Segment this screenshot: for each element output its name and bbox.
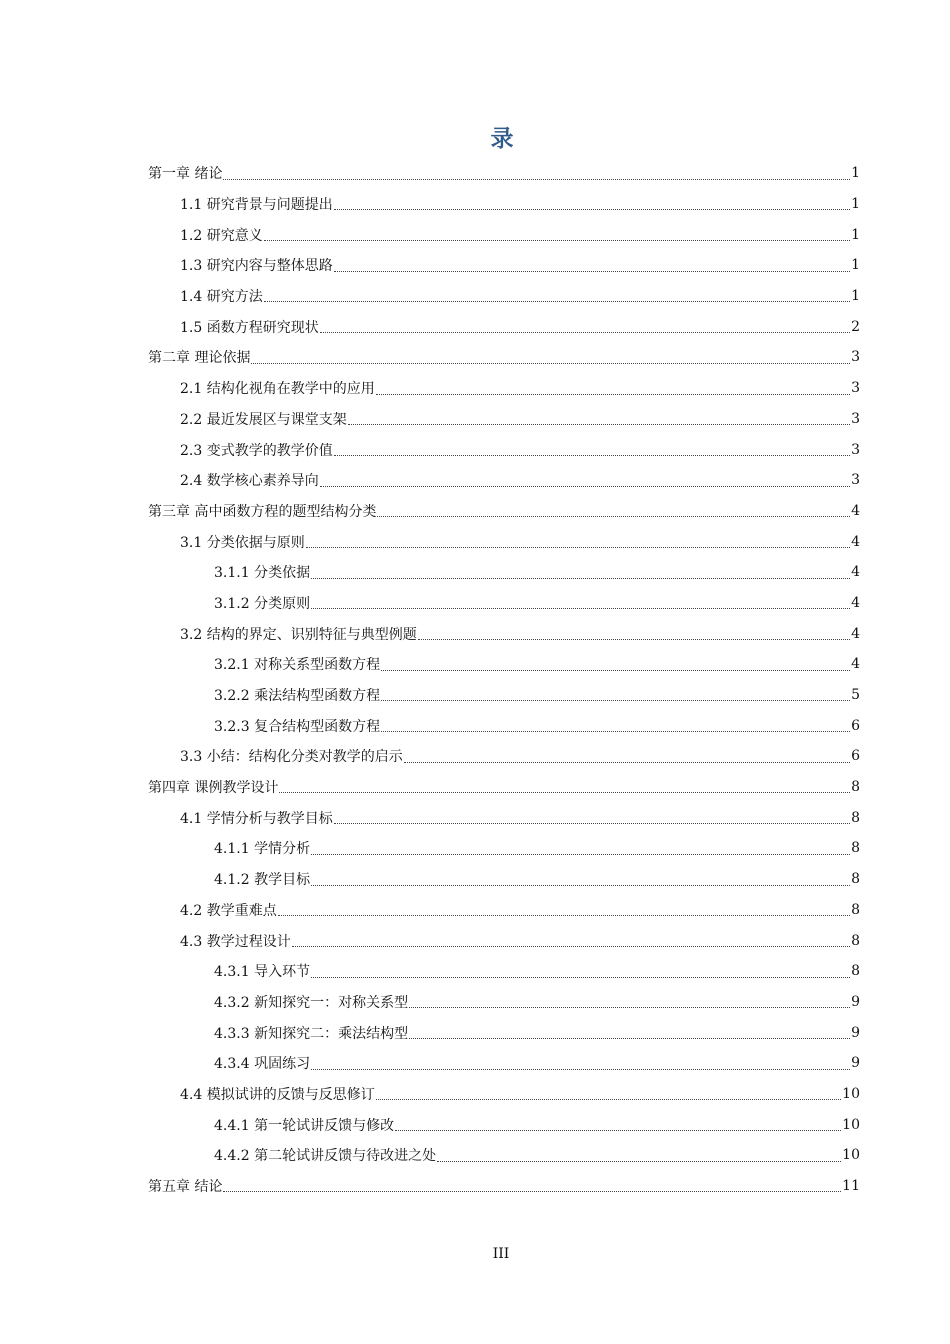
toc-entry-title: 第二章 理论依据: [148, 350, 251, 367]
toc-subsection-entry[interactable]: [148, 987, 860, 1018]
toc-entry-page-number: 1: [851, 226, 860, 243]
toc-entry-page-number: 6: [851, 717, 860, 734]
toc-entry-page-number: 8: [851, 779, 860, 796]
toc-entry-title: 4.1.1 学情分析: [214, 841, 311, 858]
toc-entry-title: 1.1 研究背景与问题提出: [180, 197, 333, 214]
toc-entry-title: 3.2.1 对称关系型函数方程: [214, 657, 381, 674]
toc-subsection-entry[interactable]: [148, 864, 860, 895]
toc-entry-page-number: 3: [851, 441, 860, 458]
toc-entry-title: 2.3 变式教学的教学价值: [180, 442, 333, 459]
toc-subsection-entry[interactable]: [148, 680, 860, 711]
toc-subsection-entry[interactable]: [148, 956, 860, 987]
dot-leader: [311, 976, 850, 978]
toc-section-entry[interactable]: [148, 526, 860, 557]
toc-entry-page-number: 9: [851, 1055, 860, 1072]
dot-leader: [409, 1006, 850, 1008]
toc-subsection-entry[interactable]: [148, 649, 860, 680]
toc-entry-title: 4.3.4 巩固练习: [214, 1056, 311, 1073]
dot-leader: [264, 239, 850, 241]
toc-entry-title: 4.2 教学重难点: [180, 902, 277, 919]
toc-section-entry[interactable]: [148, 434, 860, 465]
toc-chapter-entry[interactable]: [148, 158, 860, 189]
toc-subsection-entry[interactable]: [148, 833, 860, 864]
toc-entry-page-number: 9: [851, 993, 860, 1010]
toc-section-entry[interactable]: [148, 281, 860, 312]
toc-entry-title: 3.2 结构的界定、识别特征与典型例题: [180, 626, 417, 643]
dot-leader: [223, 1190, 841, 1192]
page-number-footer: III: [492, 1246, 510, 1262]
toc-chapter-entry[interactable]: [148, 342, 860, 373]
dot-leader: [320, 485, 850, 487]
toc-section-entry[interactable]: [148, 373, 860, 404]
dot-leader: [395, 1129, 841, 1131]
toc-entry-page-number: 9: [851, 1024, 860, 1041]
toc-entry-title: 第五章 结论: [148, 1179, 223, 1196]
toc-entry-page-number: 4: [851, 502, 860, 519]
dot-leader: [334, 208, 850, 210]
toc-entry-page-number: 10: [842, 1116, 860, 1133]
toc-entry-page-number: 8: [851, 871, 860, 888]
dot-leader: [278, 914, 850, 916]
toc-entry-title: 3.1 分类依据与原则: [180, 534, 305, 551]
dot-leader: [306, 546, 850, 548]
toc-entry-title: 3.3 小结：结构化分类对教学的启示: [180, 749, 403, 766]
toc-entry-page-number: 4: [851, 656, 860, 673]
toc-subsection-entry[interactable]: [148, 588, 860, 619]
toc-chapter-entry[interactable]: [148, 1171, 860, 1202]
toc-entry-page-number: 8: [851, 963, 860, 980]
toc-entry-title: 4.1.2 教学目标: [214, 872, 311, 889]
toc-entry-page-number: 8: [851, 809, 860, 826]
toc-entry-page-number: 3: [851, 472, 860, 489]
toc-subsection-entry[interactable]: [148, 1017, 860, 1048]
toc-entry-page-number: 1: [851, 196, 860, 213]
dot-leader: [334, 454, 850, 456]
dot-leader: [404, 761, 850, 763]
dot-leader: [311, 1068, 850, 1070]
toc-subsection-entry[interactable]: [148, 557, 860, 588]
dot-leader: [381, 669, 850, 671]
dot-leader: [311, 577, 850, 579]
dot-leader: [311, 853, 850, 855]
dot-leader: [418, 638, 850, 640]
dot-leader: [311, 607, 850, 609]
toc-entry-page-number: 8: [851, 932, 860, 949]
toc-entry-title: 第一章 绪论: [148, 166, 223, 183]
toc-section-entry[interactable]: [148, 925, 860, 956]
table-of-contents: [148, 158, 860, 1201]
toc-entry-page-number: 8: [851, 901, 860, 918]
toc-entry-page-number: 10: [842, 1085, 860, 1102]
toc-entry-title: 2.2 最近发展区与课堂支架: [180, 411, 347, 428]
dot-leader: [381, 730, 850, 732]
toc-entry-title: 4.3.3 新知探究二：乘法结构型: [214, 1025, 409, 1042]
toc-entry-title: 第四章 课例教学设计: [148, 780, 279, 797]
toc-entry-page-number: 4: [851, 564, 860, 581]
toc-entry-title: 4.3.1 导入环节: [214, 964, 311, 981]
toc-entry-title: 1.2 研究意义: [180, 227, 263, 244]
toc-entry-page-number: 1: [851, 257, 860, 274]
toc-entry-title: 1.4 研究方法: [180, 289, 263, 306]
toc-section-entry[interactable]: [148, 895, 860, 926]
dot-leader: [381, 699, 850, 701]
dot-leader: [334, 270, 850, 272]
toc-entry-page-number: 1: [851, 165, 860, 182]
toc-subsection-entry[interactable]: [148, 710, 860, 741]
toc-chapter-entry[interactable]: [148, 496, 860, 527]
toc-entry-title: 4.4 模拟试讲的反馈与反思修订: [180, 1086, 375, 1103]
toc-entry-page-number: 5: [851, 687, 860, 704]
toc-entry-title: 4.3 教学过程设计: [180, 933, 291, 950]
dot-leader: [223, 178, 850, 180]
toc-chapter-entry[interactable]: [148, 772, 860, 803]
toc-section-entry[interactable]: [148, 250, 860, 281]
toc-entry-title: 3.2.2 乘法结构型函数方程: [214, 688, 381, 705]
toc-entry-page-number: 4: [851, 533, 860, 550]
toc-section-entry[interactable]: [148, 189, 860, 220]
toc-section-entry[interactable]: [148, 311, 860, 342]
dot-leader: [437, 1160, 841, 1162]
toc-section-entry[interactable]: [148, 1079, 860, 1110]
toc-subsection-entry[interactable]: [148, 1109, 860, 1140]
toc-subsection-entry[interactable]: [148, 1140, 860, 1171]
toc-section-entry[interactable]: [148, 219, 860, 250]
toc-entry-page-number: 6: [851, 748, 860, 765]
toc-entry-title: 3.1.2 分类原则: [214, 595, 311, 612]
toc-entry-page-number: 3: [851, 380, 860, 397]
toc-entry-title: 3.1.1 分类依据: [214, 565, 311, 582]
toc-entry-title: 1.5 函数方程研究现状: [180, 319, 319, 336]
toc-entry-title: 4.3.2 新知探究一：对称关系型: [214, 994, 409, 1011]
dot-leader: [348, 423, 850, 425]
toc-entry-page-number: 3: [851, 349, 860, 366]
toc-entry-page-number: 3: [851, 410, 860, 427]
toc-entry-page-number: 8: [851, 840, 860, 857]
toc-section-entry[interactable]: [148, 465, 860, 496]
dot-leader: [251, 362, 850, 364]
toc-entry-title: 1.3 研究内容与整体思路: [180, 258, 333, 275]
toc-section-entry[interactable]: [148, 802, 860, 833]
dot-leader: [334, 822, 850, 824]
toc-title: 录: [490, 126, 514, 152]
toc-entry-page-number: 4: [851, 625, 860, 642]
dot-leader: [264, 300, 850, 302]
toc-entry-page-number: 1: [851, 288, 860, 305]
dot-leader: [292, 945, 850, 947]
dot-leader: [376, 1098, 841, 1100]
toc-section-entry[interactable]: [148, 741, 860, 772]
toc-entry-title: 第三章 高中函数方程的题型结构分类: [148, 503, 377, 520]
toc-subsection-entry[interactable]: [148, 1048, 860, 1079]
dot-leader: [376, 393, 850, 395]
toc-entry-title: 4.1 学情分析与教学目标: [180, 810, 333, 827]
dot-leader: [320, 331, 850, 333]
toc-section-entry[interactable]: [148, 618, 860, 649]
dot-leader: [279, 791, 850, 793]
dot-leader: [377, 515, 850, 517]
dot-leader: [311, 884, 850, 886]
toc-entry-title: 4.4.2 第二轮试讲反馈与待改进之处: [214, 1148, 437, 1165]
toc-entry-title: 2.1 结构化视角在教学中的应用: [180, 381, 375, 398]
toc-entry-page-number: 2: [851, 318, 860, 335]
toc-section-entry[interactable]: [148, 404, 860, 435]
toc-entry-title: 2.4 数学核心素养导向: [180, 473, 319, 490]
toc-entry-title: 4.4.1 第一轮试讲反馈与修改: [214, 1117, 395, 1134]
toc-entry-page-number: 10: [842, 1147, 860, 1164]
toc-entry-page-number: 11: [842, 1178, 860, 1195]
toc-entry-title: 3.2.3 复合结构型函数方程: [214, 718, 381, 735]
dot-leader: [409, 1037, 850, 1039]
toc-entry-page-number: 4: [851, 594, 860, 611]
